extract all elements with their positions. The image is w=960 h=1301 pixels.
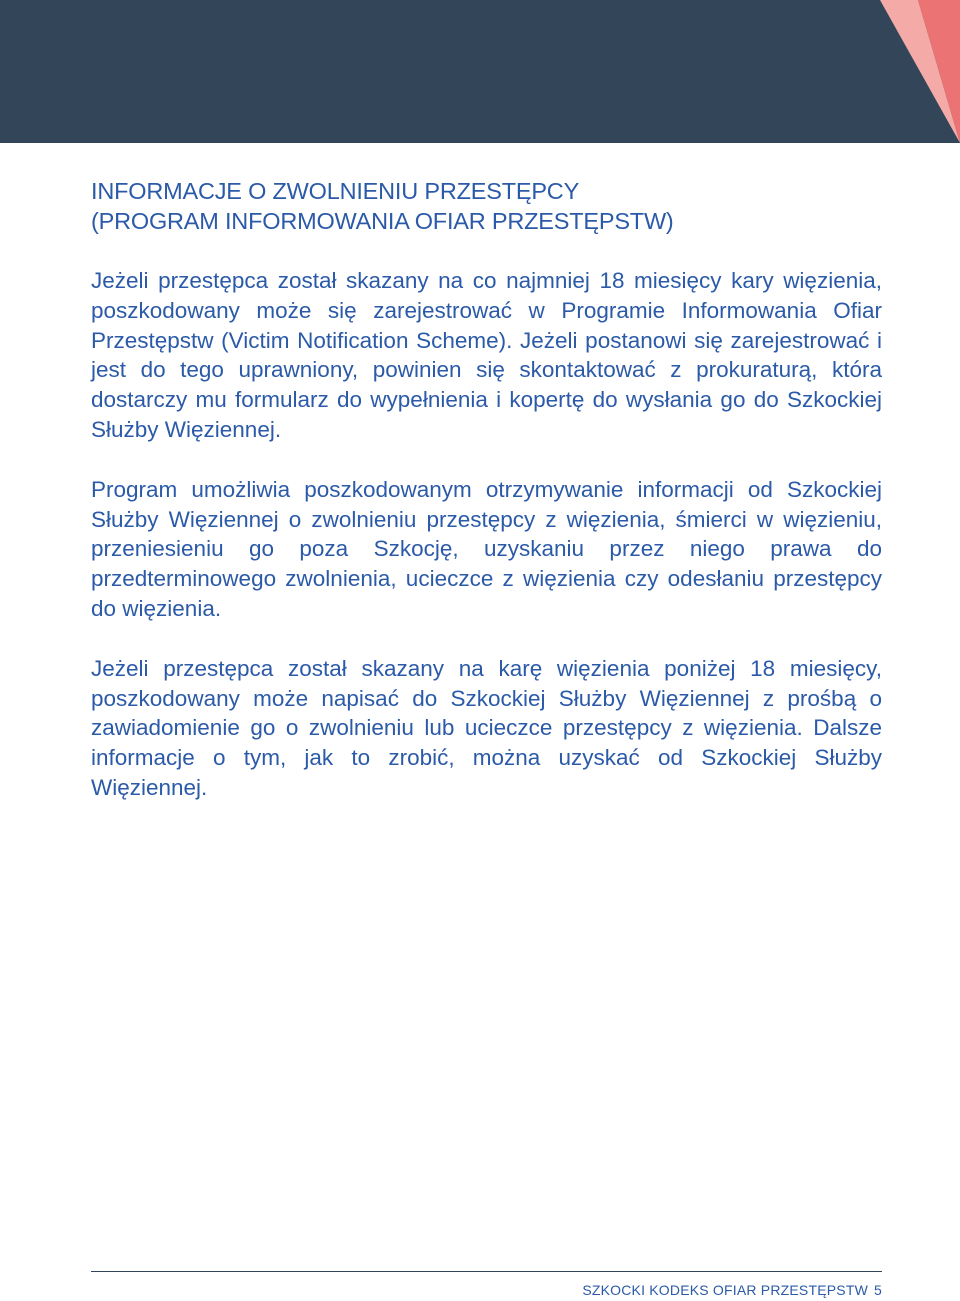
header-band	[0, 0, 960, 143]
footer-title: SZKOCKI KODEKS OFIAR PRZESTĘPSTW	[582, 1282, 868, 1298]
section-heading	[91, 176, 881, 236]
footer-divider	[91, 1271, 882, 1272]
page-number: 5	[874, 1282, 882, 1298]
corner-accent-decoration	[880, 0, 960, 143]
body-content	[91, 266, 882, 833]
paragraph-registration: Jeżeli przestępca został skazany na co najmniej 18 miesięcy kary więzienia, poszkodowany może się zarejestrować w Programie Informowania Ofiar Przestępstw (Victim Notification Scheme). Jeżeli postanowi się zarejestrować i jest do tego uprawniony, powinien się skontaktować z prokuraturą, która dostarczy mu formularz do wypełnienia i kopertę do wysłania go do Szkockiej Służby Więziennej.	[91, 268, 882, 442]
section-heading-line-1: INFORMACJE O ZWOLNIENIU PRZESTĘPCY	[91, 178, 580, 204]
footer	[582, 1282, 882, 1298]
section-heading-line-2: (PROGRAM INFORMOWANIA OFIAR PRZESTĘPSTW)	[91, 208, 674, 234]
paragraph-program-scope: Program umożliwia poszkodowanym otrzymywanie informacji od Szkockiej Służby Więziennej o zwolnieniu przestępcy z więzienia, śmierci w więzieniu, przeniesieniu go poza Szkocję, uzyskaniu przez niego prawa do przedterminowego zwolnienia, ucieczce z więzienia czy odesłaniu przestępcy do więzienia.	[91, 476, 882, 621]
paragraph-short-sentence: Jeżeli przestępca został skazany na karę więzienia poniżej 18 miesięcy, poszkodowany może napisać do Szkockiej Służby Więziennej z prośbą o zawiadomienie go o zwolnieniu lub ucieczce przestępcy z więzienia. Dalsze informacje o tym, jak to zrobić, można uzyskać od Szkockiej Służby Więziennej.	[91, 655, 882, 800]
